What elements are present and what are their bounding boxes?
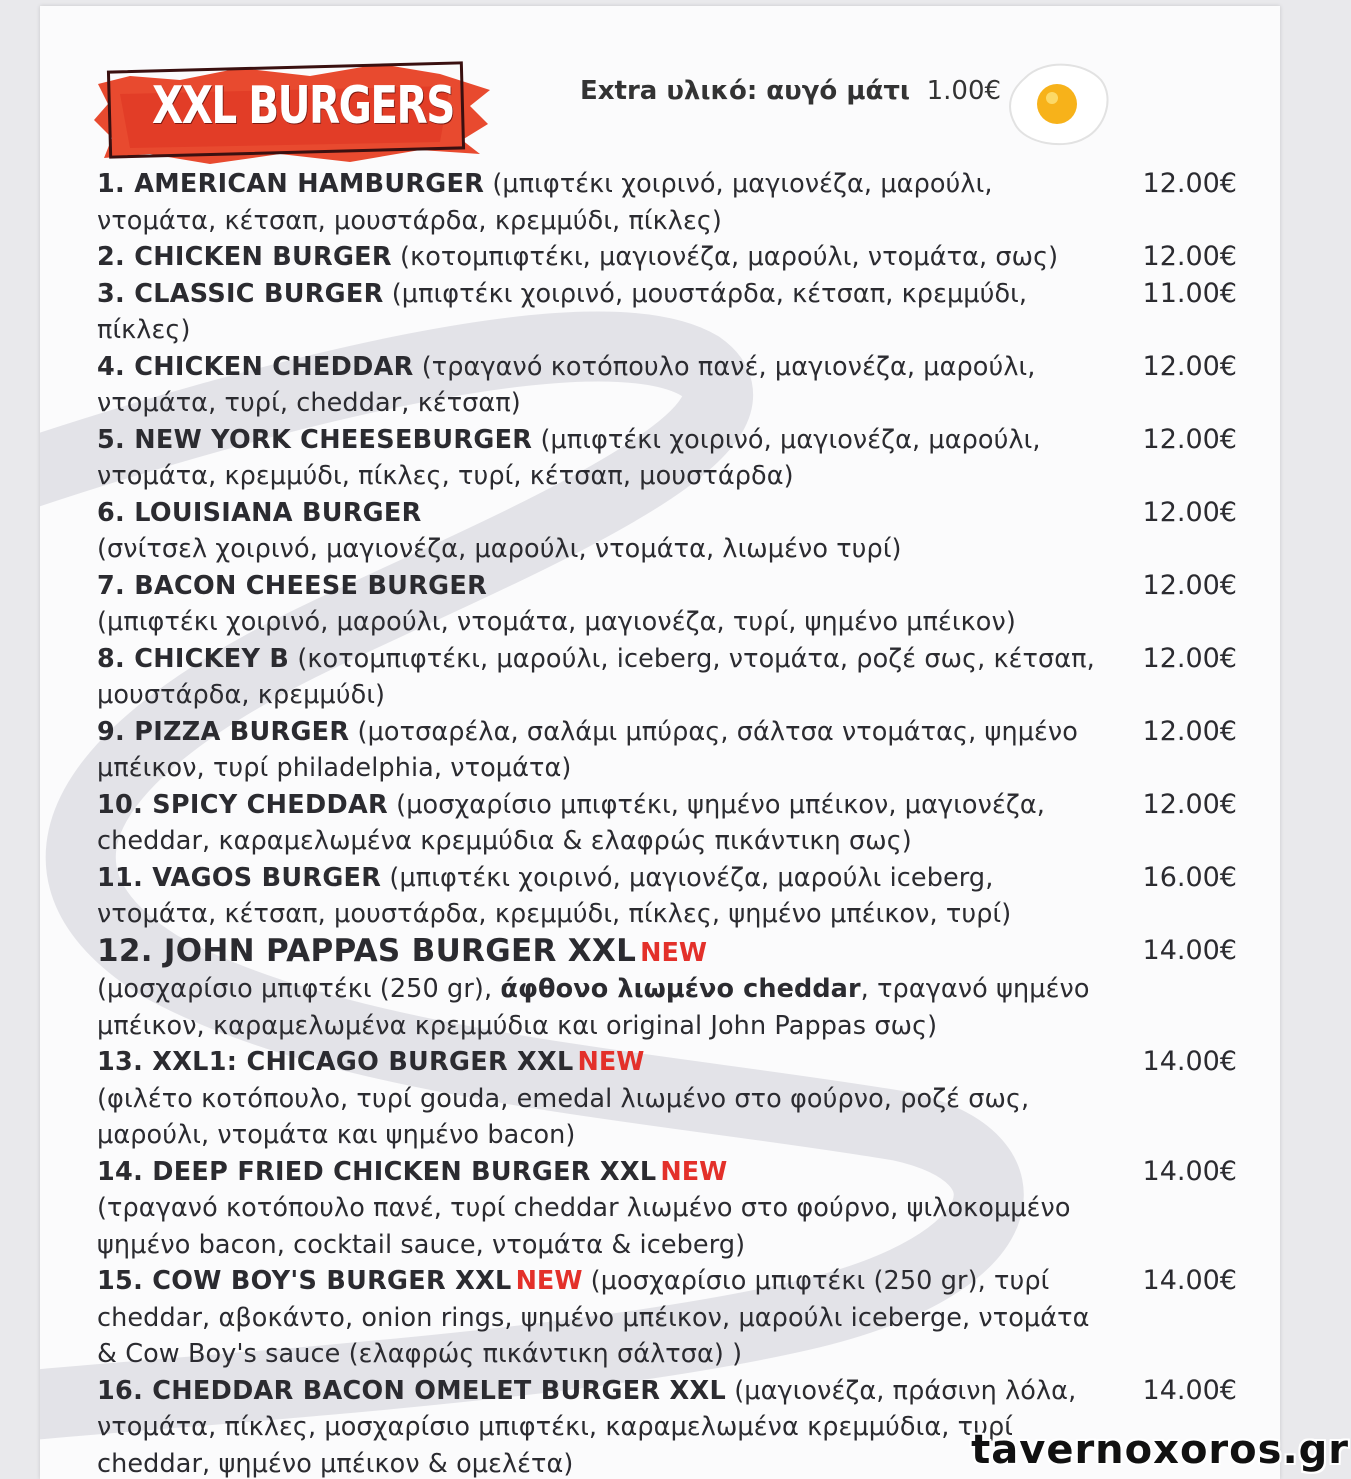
item-price: 14.00€	[1142, 934, 1237, 966]
item-price: 11.00€	[1142, 277, 1237, 309]
item-name: 7. BACON CHEESE BURGER	[97, 570, 488, 601]
watermark: tavernoxoros.gr	[971, 1427, 1349, 1473]
new-badge: NEW	[660, 1156, 728, 1187]
menu-item	[97, 1154, 1237, 1264]
item-price: 12.00€	[1142, 569, 1237, 601]
extra-ingredient	[580, 76, 1001, 106]
item-name: 12. JOHN PAPPAS BURGER XXL	[97, 932, 637, 969]
item-description: (σνίτσελ χοιρινό, μαγιονέζα, μαρούλι, ντομάτα, λιωμένο τυρί)	[97, 534, 902, 564]
item-name: 8. CHICKEY B	[97, 643, 290, 674]
extra-price: 1.00€	[926, 76, 1002, 106]
menu-item	[97, 166, 1237, 239]
item-description: (μπιφτέκι χοιρινό, μαγιονέζα, μαρούλι, ντομάτα, κρεμμύδι, πίκλες, τυρί, κέτσαπ, μουστάρδα)	[97, 424, 1041, 491]
item-description: (κοτομπιφτέκι, μαγιονέζα, μαρούλι, ντομάτα, σως)	[391, 242, 1059, 272]
item-price: 16.00€	[1142, 861, 1237, 893]
item-description: (μοτσαρέλα, σαλάμι μπύρας, σάλτσα ντομάτας, ψημένο μπέικον, τυρί philadelphia, ντομάτα)	[97, 716, 1078, 783]
menu-item	[97, 787, 1237, 860]
item-name: 13. XXL1: CHICAGO BURGER XXL	[97, 1047, 574, 1077]
menu-item	[97, 568, 1237, 641]
item-price: 12.00€	[1142, 241, 1237, 272]
menu-item	[97, 495, 1237, 568]
item-name: 16. CHEDDAR BACON OMELET BURGER XXL	[97, 1375, 727, 1406]
item-price: 14.00€	[1142, 1374, 1237, 1406]
new-badge: NEW	[640, 937, 708, 968]
menu-item	[97, 349, 1237, 422]
menu-item	[97, 641, 1237, 714]
item-description-bold: άφθονο λιωμένο cheddar	[500, 974, 861, 1004]
item-price: 12.00€	[1142, 168, 1237, 199]
menu-item	[97, 422, 1237, 495]
item-name: 11. VAGOS BURGER	[97, 862, 382, 893]
item-description: (μπιφτέκι χοιρινό, μουστάρδα, κέτσαπ, κρεμμύδι, πίκλες)	[97, 278, 1028, 345]
item-description: , τραγανό ψημένο μπέικον, καραμελωμένα κρεμμύδια και original John Pappas σως)	[97, 974, 1090, 1041]
new-badge: NEW	[515, 1266, 583, 1296]
item-price: 12.00€	[1142, 496, 1237, 528]
item-description: (τραγανό κοτόπουλο πανέ, τυρί cheddar λιωμένο στο φούρνο, ψιλοκομμένο ψημένο bacon, cocktail sauce, ντομάτα & iceberg)	[97, 1193, 1071, 1260]
item-description: (φιλέτο κοτόπουλο, τυρί gouda, emedal λιωμένο στο φούρνο, ροζέ σως, μαρούλι, ντομάτα και ψημένο bacon)	[97, 1083, 1030, 1150]
item-name: 4. CHICKEN CHEDDAR	[97, 351, 414, 382]
menu-item	[97, 860, 1237, 933]
section-title: XXL BURGERS	[152, 76, 454, 136]
menu-item	[97, 239, 1237, 276]
section-badge	[90, 54, 490, 166]
item-price: 12.00€	[1142, 350, 1237, 382]
item-description: (κοτομπιφτέκι, μαρούλι, iceberg, ντομάτα, ροζέ σως, κέτσαπ, μουστάρδα, κρεμμύδι)	[97, 643, 1095, 710]
item-name: 15. COW BOY'S BURGER XXL	[97, 1266, 512, 1296]
item-price: 12.00€	[1142, 423, 1237, 455]
item-description: (μοσχαρίσιο μπιφτέκι (250 gr), τυρί cheddar, αβοκάντο, onion rings, ψημένο μπέικον, μαρούλι iceberge, ντομάτα & Cow Boy's sauce (ελαφρώς πικάντικη σάλτσα) )	[97, 1266, 1090, 1369]
menu-item	[97, 276, 1237, 349]
item-price: 14.00€	[1142, 1046, 1237, 1077]
item-name: 9. PIZZA BURGER	[97, 716, 350, 747]
item-name: 10. SPICY CHEDDAR	[97, 789, 388, 820]
menu-page	[40, 6, 1280, 1479]
fried-egg-icon	[1005, 58, 1115, 148]
item-name: 3. CLASSIC BURGER	[97, 278, 384, 309]
item-price: 12.00€	[1142, 715, 1237, 747]
item-price: 14.00€	[1142, 1155, 1237, 1187]
item-description: (μαγιονέζα, πράσινη λόλα, ντομάτα, πίκλες, μοσχαρίσιο μπιφτέκι, καραμελωμένα κρεμμύδια, τυρί cheddar, ψημένο μπέικον & ομελέτα)	[97, 1375, 1077, 1479]
item-name: 5. NEW YORK CHEESEBURGER	[97, 424, 533, 455]
item-description: (μπιφτέκι χοιρινό, μαρούλι, ντομάτα, μαγιονέζα, τυρί, ψημένο μπέικον)	[97, 607, 1016, 637]
item-description: (μπιφτέκι χοιρινό, μαγιονέζα, μαρούλι iceberg, ντομάτα, κέτσαπ, μουστάρδα, κρεμμύδι, πίκλες, ψημένο μπέικον, τυρί)	[97, 862, 1012, 929]
extra-label: Extra υλικό: αυγό μάτι	[580, 76, 911, 106]
item-price: 12.00€	[1142, 642, 1237, 674]
menu-item	[97, 714, 1237, 787]
menu-list	[97, 166, 1237, 1479]
item-description: (τραγανό κοτόπουλο πανέ, μαγιονέζα, μαρούλι, ντομάτα, τυρί, cheddar, κέτσαπ)	[97, 351, 1036, 418]
menu-item	[97, 933, 1237, 1045]
menu-item	[97, 1044, 1237, 1154]
item-name: 1. AMERICAN HAMBURGER	[97, 169, 485, 199]
item-description: (μπιφτέκι χοιρινό, μαγιονέζα, μαρούλι, ντομάτα, κέτσαπ, μουστάρδα, κρεμμύδι, πίκλες)	[97, 169, 993, 236]
menu-item	[97, 1263, 1237, 1373]
item-price: 14.00€	[1142, 1265, 1237, 1296]
new-badge: NEW	[577, 1047, 645, 1077]
item-name: 14. DEEP FRIED CHICKEN BURGER XXL	[97, 1156, 657, 1187]
item-name: 2. CHICKEN BURGER	[97, 242, 392, 272]
item-description: (μοσχαρίσιο μπιφτέκι (250 gr),	[97, 974, 501, 1004]
item-price: 12.00€	[1142, 788, 1237, 820]
item-description: (μοσχαρίσιο μπιφτέκι, ψημένο μπέικον, μαγιονέζα, cheddar, καραμελωμένα κρεμμύδια & ελαφρώς πικάντικη σως)	[97, 789, 1045, 856]
item-name: 6. LOUISIANA BURGER	[97, 497, 422, 528]
